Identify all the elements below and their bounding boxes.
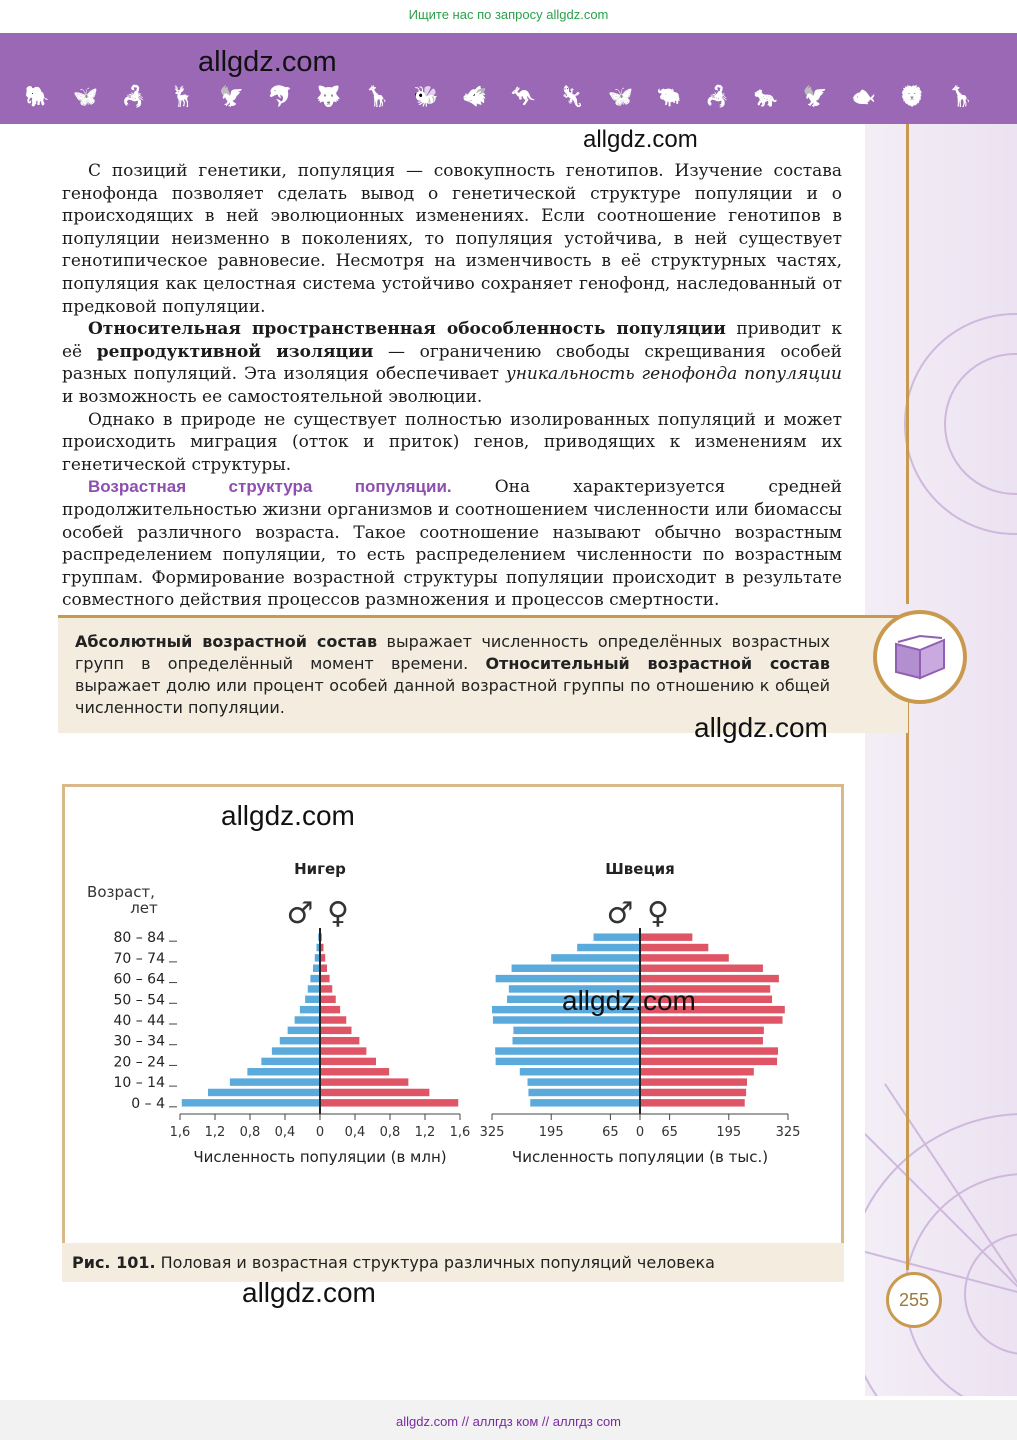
bar-male [300, 1006, 320, 1013]
bar-male [496, 975, 640, 982]
margin-rule [906, 124, 909, 604]
bar-male [313, 965, 320, 972]
bar-male [512, 965, 640, 972]
x-tick-label: 195 [538, 1125, 564, 1140]
animal-icon: 🦁 [899, 84, 925, 108]
animal-icon: 🦅 [802, 84, 828, 108]
text-run: Она характеризуется средней продолжительностью жизни организмов и соотношением численности или биомассы особей различного возраста. Такое соотношение называют обычно возрастным распределением популяции, то есть распределением численности по возрастным группам. Формирование возрастной структуры популяции происходит в результате совместного действия процессов размножения и процессов смертности. [62, 477, 842, 611]
x-tick-label: 1,2 [414, 1125, 436, 1140]
x-tick-label: 1,6 [169, 1125, 191, 1140]
x-axis-label: Численность популяции (в млн) [193, 1148, 447, 1166]
animal-icon: 🦌 [170, 84, 196, 108]
age-label: 50 – 54 [113, 992, 165, 1009]
bar-male [308, 985, 320, 992]
bar-female [640, 944, 708, 951]
male-symbol: ♂ [606, 896, 634, 931]
x-tick-label: 1,2 [204, 1125, 226, 1140]
text-run: выражает численность определённых возрастных групп в определённый момент времени. [75, 632, 830, 673]
bar-male [280, 1037, 320, 1044]
figure-number: Рис. 101. [72, 1253, 156, 1272]
animal-icon: 🦅 [219, 84, 244, 108]
age-label: 40 – 44 [113, 1013, 165, 1029]
bar-female [640, 1047, 778, 1054]
text-run: и возможность ее самостоятельной эволюции. [62, 386, 483, 407]
age-axis-label: Возраст, [87, 883, 155, 901]
bar-male [551, 954, 640, 961]
margin-rule [906, 700, 909, 1270]
x-tick-label: 195 [716, 1125, 742, 1140]
top-search-link[interactable]: Ищите нас по запросу allgdz.com [408, 7, 609, 22]
animal-icon: 🐟 [851, 84, 877, 108]
animal-icon: 🐘 [24, 84, 50, 108]
female-symbol: ♀ [327, 896, 349, 931]
x-tick-label: 0 [315, 1125, 325, 1140]
x-tick-label: 1,6 [449, 1125, 471, 1140]
bar-male [512, 1037, 640, 1044]
bar-female [640, 1027, 764, 1034]
age-axis-label: лет [130, 899, 158, 917]
section-heading: Возрастная структура популяции. [88, 477, 452, 497]
text-run: — ограничению свободы скрещивания особей разных популяций. Эта изоляция обеспечивает [62, 341, 842, 385]
population-pyramids [65, 787, 841, 1243]
bar-female [320, 1068, 389, 1075]
bar-female [320, 1016, 346, 1023]
bar-male [530, 1099, 640, 1106]
age-label: 70 – 74 [113, 950, 165, 967]
bar-male [577, 944, 640, 951]
bar-female [320, 1027, 352, 1034]
bar-female [320, 1058, 376, 1065]
bar-female [320, 975, 330, 982]
age-labels [113, 930, 177, 1112]
bold-term: Относительная пространственная обособленность популяции [88, 319, 726, 340]
bar-female [320, 1037, 359, 1044]
bar-male [288, 1027, 320, 1034]
age-label: 80 – 84 [113, 930, 165, 947]
bar-female [320, 996, 336, 1003]
paragraph: Однако в природе не существует полностью изолированных популяций и может происходить миграция (отток и приток) генов, приводящих к изменениям их генетической структуры. [62, 409, 842, 475]
x-tick-label: 0,8 [239, 1125, 261, 1140]
bar-female [640, 1058, 777, 1065]
text-run: выражает долю или процент особей данной возрастной группы по отношению к общей численности популяции. [75, 676, 830, 717]
bar-male [493, 1016, 640, 1023]
bar-female [640, 965, 763, 972]
bar-male [295, 1016, 320, 1023]
bold-term: Относительный возрастной состав [485, 654, 830, 673]
bar-female [640, 954, 729, 961]
animal-icon: 🦋 [608, 84, 633, 108]
bar-male [182, 1099, 320, 1106]
bar-male [230, 1078, 320, 1085]
text-run: приводит к её [62, 319, 843, 362]
bar-male [520, 1068, 640, 1075]
bar-male [513, 1027, 640, 1034]
watermark: allgdz.com [694, 712, 828, 743]
watermark: allgdz.com [198, 46, 337, 78]
bar-female [640, 1099, 745, 1106]
figure-frame [62, 784, 844, 1246]
bar-male [594, 933, 640, 940]
age-label: 60 – 64 [113, 971, 165, 988]
animal-icon: 🐗 [462, 84, 488, 108]
bar-female [320, 1099, 458, 1106]
age-label: 20 – 24 [113, 1054, 165, 1071]
animal-icon: 🐃 [656, 84, 682, 108]
bar-female [640, 975, 779, 982]
book-icon [873, 610, 967, 704]
bar-female [320, 1089, 429, 1096]
bar-male [261, 1058, 320, 1065]
x-tick-label: 325 [479, 1125, 505, 1140]
bar-male [272, 1047, 320, 1054]
bar-male [208, 1089, 320, 1096]
watermark: allgdz.com [242, 1277, 376, 1308]
animal-icon: 🦒 [948, 84, 974, 108]
animal-icon: 🐆 [753, 84, 779, 108]
chart-title: Нигер [294, 860, 346, 878]
italic-term: уникальность генофонда популяции [505, 364, 842, 385]
animal-strip [24, 84, 974, 108]
bar-female [320, 985, 332, 992]
side-decoration [865, 124, 1017, 1396]
bar-female [320, 1006, 340, 1013]
x-axis-label: Численность популяции (в тыс.) [511, 1148, 769, 1166]
x-tick-label: 65 [602, 1125, 619, 1140]
caption-text: Половая и возрастная структура различных популяций человека [155, 1253, 715, 1272]
page-number: 255 [886, 1272, 942, 1328]
animal-icon: 🦂 [705, 84, 731, 108]
animal-icon: 🦎 [559, 84, 585, 108]
x-tick-label: 65 [661, 1125, 678, 1140]
bar-female [640, 1089, 746, 1096]
bar-female [640, 1078, 747, 1085]
animal-icon: 🐝 [413, 84, 439, 108]
watermark: allgdz.com [562, 985, 696, 1016]
bar-male [528, 1089, 640, 1096]
age-label: 10 – 14 [113, 1075, 165, 1092]
watermark: allgdz.com [583, 126, 698, 153]
definition-text [75, 631, 830, 719]
footer-links[interactable]: allgdz.com // аллгдз ком // аллгдз com [395, 1414, 622, 1429]
x-tick-label: 0,4 [274, 1125, 296, 1140]
chart-niger [170, 860, 471, 1166]
animal-icon: 🦂 [121, 84, 147, 108]
x-tick-label: 0 [635, 1125, 645, 1140]
bar-male [310, 975, 320, 982]
age-label: 0 – 4 [131, 1095, 165, 1112]
animal-icon: 🐺 [316, 84, 342, 108]
paragraph: С позиций генетики, популяция — совокупность генотипов. Изучение состава генофонда позволяет сделать вывод о генетической структуре популяции и о происходящих в ней эволюционных изменениях. Если соотношение генотипов в популяции неизменно в поколениях, то популяция устойчива, в ней существует генотипическое равновесие. Несмотря на изменчивость в её структурных частях, популяция как целостная система устойчиво сохраняет генофонд, наследованный от предковой популяции. [62, 161, 842, 317]
animal-icon: 🦒 [364, 84, 390, 108]
x-tick-label: 0,4 [344, 1125, 366, 1140]
bar-male [528, 1078, 640, 1085]
animal-icon: 🦘 [510, 84, 536, 108]
age-label: 30 – 34 [113, 1033, 165, 1050]
bar-male [305, 996, 320, 1003]
bold-term: Абсолютный возрастной состав [75, 632, 378, 651]
bar-female [320, 1078, 408, 1085]
bold-term: репродуктивной изоляции [96, 341, 374, 362]
bar-female [640, 1016, 783, 1023]
main-text [62, 160, 842, 612]
paragraph [62, 318, 842, 408]
bar-female [640, 933, 692, 940]
bar-female [640, 1037, 763, 1044]
header-banner [0, 33, 1017, 124]
chart-title: Швеция [605, 860, 675, 878]
x-tick-label: 325 [775, 1125, 801, 1140]
figure-caption [62, 1243, 844, 1282]
x-tick-label: 0,8 [379, 1125, 401, 1140]
paragraph [62, 476, 842, 612]
watermark: allgdz.com [221, 800, 355, 831]
male-symbol: ♂ [286, 896, 314, 931]
animal-icon: 🐬 [267, 84, 293, 108]
animal-icon: 🦋 [73, 84, 99, 108]
bar-male [247, 1068, 320, 1075]
bar-female [640, 1068, 754, 1075]
bar-male [496, 1058, 640, 1065]
bar-female [320, 1047, 366, 1054]
bar-male [495, 1047, 640, 1054]
bar-female [320, 965, 327, 972]
female-symbol: ♀ [647, 896, 669, 931]
